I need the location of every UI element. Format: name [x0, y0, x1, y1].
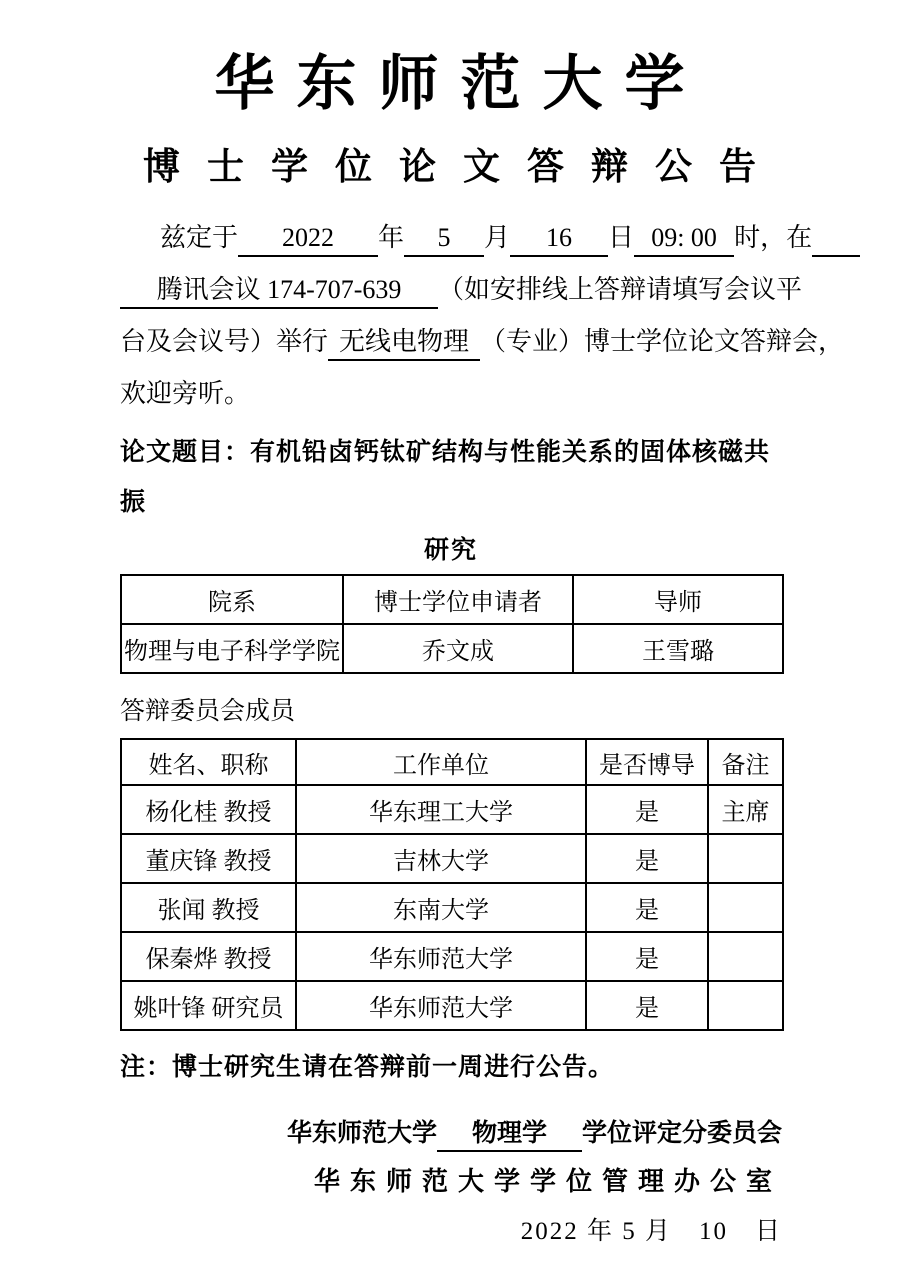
division-suffix: 学位评定分委员会	[581, 1120, 782, 1147]
column-header: 导师	[573, 575, 783, 624]
thesis-title-text: 有机铅卤钙钛矿结构与性能关系的固体核磁共振	[120, 439, 771, 516]
thesis-title-block	[120, 428, 782, 574]
member-remark-cell	[708, 883, 783, 932]
member-affiliation-cell: 华东理工大学	[296, 785, 586, 834]
table-row	[121, 785, 783, 834]
member-supervisor-cell: 是	[586, 981, 708, 1030]
line3-prefix: 台及会议号）举行	[120, 327, 329, 356]
committee-section-label: 答辩委员会成员	[120, 698, 296, 725]
page-title: 博士学位论文答辩公告	[143, 147, 783, 188]
division-prefix: 华东师范大学	[286, 1120, 437, 1147]
year-field: 2022	[238, 221, 378, 257]
member-supervisor-cell: 是	[586, 834, 708, 883]
table-row	[121, 624, 783, 673]
venue-field: 腾讯会议 174-707-639	[120, 273, 438, 309]
member-supervisor-cell: 是	[586, 883, 708, 932]
member-affiliation-cell: 华东师范大学	[296, 932, 586, 981]
column-header: 是否博导	[586, 739, 708, 785]
table-row	[121, 883, 783, 932]
column-header: 博士学位申请者	[343, 575, 573, 624]
issue-date: 2022 年 5 月 10 日	[520, 1218, 782, 1245]
member-remark-cell	[708, 981, 783, 1030]
body-line-4: 欢迎旁听。	[120, 379, 251, 408]
degree-committee-line	[0, 1111, 782, 1157]
month-unit: 月	[484, 223, 511, 252]
column-header: 备注	[708, 739, 783, 785]
member-remark-cell	[708, 932, 783, 981]
applicant-info-table	[120, 574, 784, 674]
member-supervisor-cell: 是	[586, 785, 708, 834]
body-line-1	[120, 212, 860, 264]
advisor-cell: 王雪璐	[573, 624, 783, 673]
line1-prefix: 兹定于	[160, 223, 239, 252]
member-name-cell: 姚叶锋 研究员	[121, 981, 296, 1030]
column-header: 院系	[121, 575, 343, 624]
column-header: 工作单位	[296, 739, 586, 785]
table-row	[121, 834, 783, 883]
table-row	[121, 932, 783, 981]
thesis-title-line2: 研究	[423, 537, 478, 564]
blank-underline	[812, 221, 860, 257]
committee-table	[120, 738, 784, 1031]
member-name-cell: 张闻 教授	[121, 883, 296, 932]
table-header-row	[121, 575, 783, 624]
thesis-title-line1	[120, 428, 782, 528]
day-field: 16	[510, 221, 608, 257]
footer-block	[0, 1111, 899, 1257]
member-affiliation-cell: 华东师范大学	[296, 981, 586, 1030]
thesis-label: 论文题目：	[120, 439, 251, 466]
division-field: 物理学	[437, 1118, 582, 1152]
body-line-2	[120, 264, 860, 316]
table-header-row	[121, 739, 783, 785]
member-affiliation-cell: 东南大学	[296, 883, 586, 932]
month-field: 5	[404, 221, 484, 257]
venue-hint: （如安排线上答辩请填写会议平	[438, 275, 803, 304]
column-header: 姓名、职称	[121, 739, 296, 785]
major-field: 无线电物理	[328, 325, 480, 361]
time-field: 09: 00	[634, 221, 734, 257]
body-line-3	[120, 316, 860, 368]
member-remark-cell	[708, 834, 783, 883]
table-row	[121, 981, 783, 1030]
member-name-cell: 董庆锋 教授	[121, 834, 296, 883]
day-unit: 日	[608, 223, 635, 252]
university-title: 华东师范大学	[214, 51, 707, 117]
note-text: 注：博士研究生请在答辩前一周进行公告。	[120, 1054, 615, 1081]
announcement-paragraph	[120, 212, 860, 420]
member-name-cell: 杨化桂 教授	[121, 785, 296, 834]
line3-suffix: （专业）博士学位论文答辩会，	[480, 327, 845, 356]
member-remark-cell: 主席	[708, 785, 783, 834]
department-cell: 物理与电子科学学院	[121, 624, 343, 673]
degree-office-line: 华东师范大学学位管理办公室	[313, 1167, 782, 1196]
applicant-cell: 乔文成	[343, 624, 573, 673]
member-name-cell: 保秦烨 教授	[121, 932, 296, 981]
year-unit: 年	[378, 223, 405, 252]
member-affiliation-cell: 吉林大学	[296, 834, 586, 883]
member-supervisor-cell: 是	[586, 932, 708, 981]
after-time-text: 时，在	[734, 223, 813, 252]
